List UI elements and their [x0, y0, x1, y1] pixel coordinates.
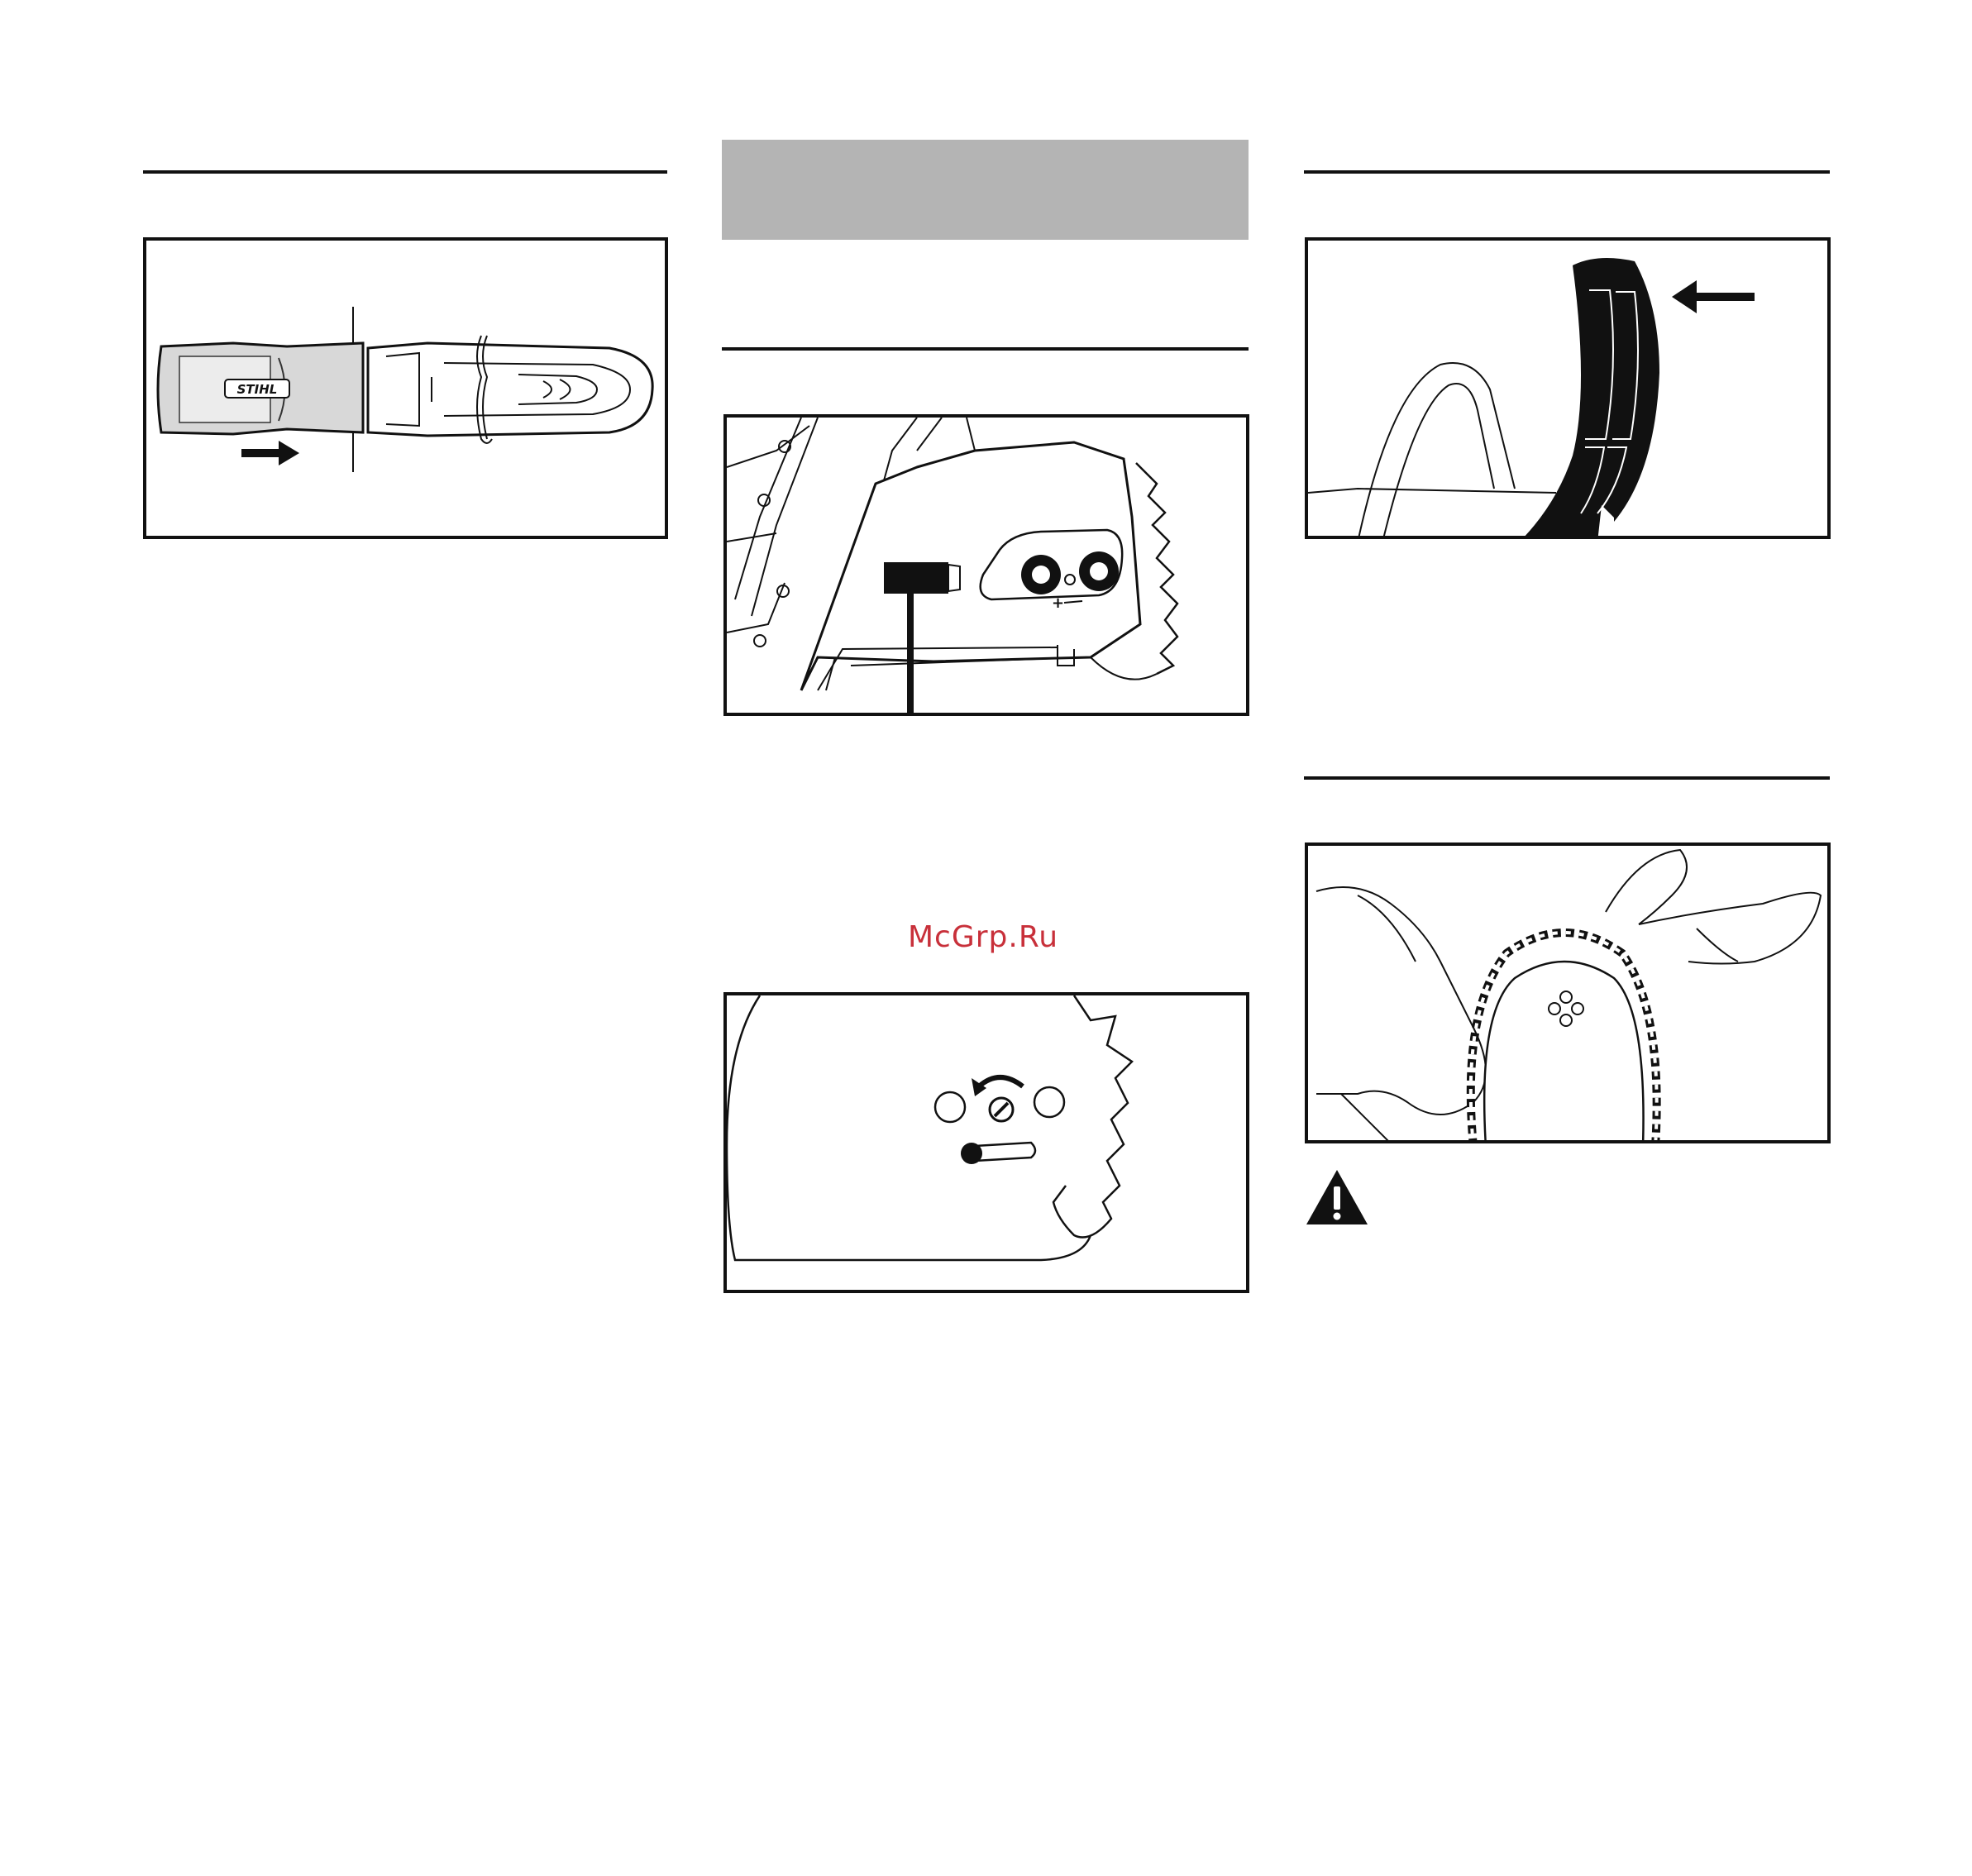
section-rule-col1: [143, 170, 667, 174]
chain-check-illustration: [1308, 846, 1831, 1143]
adjust-screw-illustration: [727, 995, 1249, 1293]
stihl-logo: STIHL: [236, 382, 278, 397]
tension-plus-mark: +: [1052, 594, 1065, 612]
arrow-left-icon: [1672, 280, 1755, 313]
warning-triangle-icon: [1305, 1168, 1369, 1229]
watermark: McGrp.Ru: [908, 920, 1059, 954]
scabbard-illustration: [146, 241, 668, 539]
section-banner: [722, 140, 1249, 240]
figure-chain-brake-lever: [1305, 237, 1831, 539]
tensioner-illustration: [727, 418, 1249, 716]
figure-chain-scabbard: [143, 237, 668, 539]
brake-lever-illustration: [1308, 241, 1831, 539]
section-rule-col3-top: [1304, 170, 1830, 174]
section-rule-col3-mid: [1304, 776, 1830, 780]
figure-chain-check: [1305, 843, 1831, 1143]
figure-oil-adjust-screw: [723, 992, 1249, 1293]
section-rule-col2: [722, 347, 1249, 351]
figure-chain-tensioner: [723, 414, 1249, 716]
arrow-right-icon: [241, 441, 299, 465]
